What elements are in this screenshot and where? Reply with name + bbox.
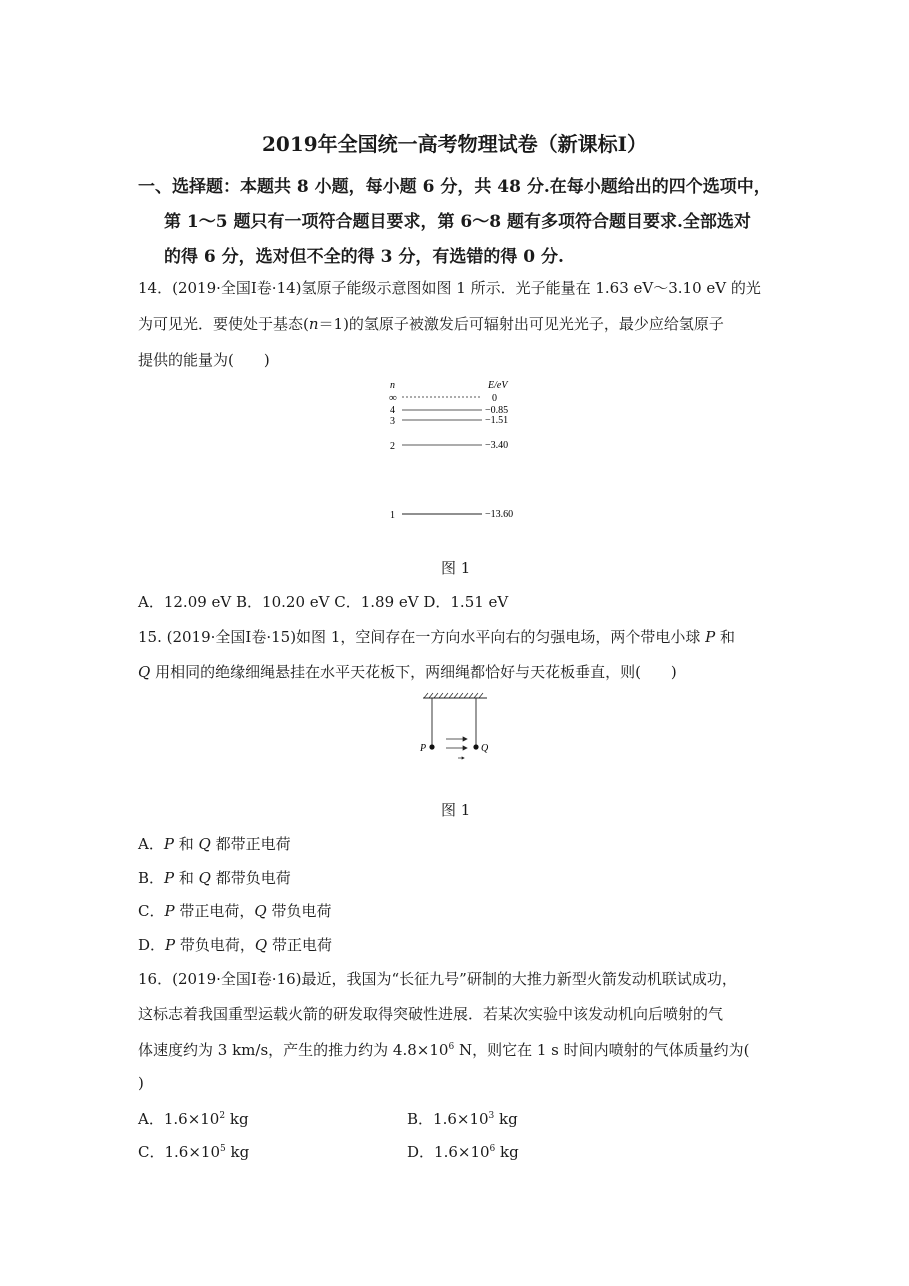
- level-n-4: 4: [390, 405, 395, 416]
- q14-stem-line3: 提供的能量为( ): [138, 351, 270, 369]
- q16-stem-line1: 16．(2019·全国Ⅰ卷·16)最近，我国为“长征九号”研制的大推力新型火箭发动机联试成功，: [138, 970, 737, 988]
- level-e-3: −1.51: [485, 415, 509, 426]
- level-e-2: −3.40: [485, 440, 509, 451]
- label-q: Q: [481, 743, 489, 754]
- q16-option-b: B．$1.6\times 10^3$ kg: [407, 1110, 518, 1128]
- ball-p: [429, 744, 434, 749]
- q15-figure-caption: 图 1: [441, 801, 471, 819]
- pendulum-diagram: [415, 688, 495, 768]
- level-e-inf: 0: [492, 393, 497, 404]
- n-axis-label: n: [390, 380, 395, 391]
- page-title: 2019年全国统一高考物理试卷（新课标Ⅰ）: [261, 132, 648, 156]
- q16-option-d: D．$1.6\times 10^6$ kg: [407, 1143, 519, 1161]
- energy-level-diagram: [380, 376, 530, 526]
- field-arrows: [446, 737, 467, 759]
- q16-stem-line4: ): [138, 1074, 144, 1092]
- q15-option-c: C．P 带正电荷，Q 带负电荷: [138, 902, 332, 920]
- q14-stem-line1: 14．(2019·全国Ⅰ卷·14)氢原子能级示意图如图 1 所示．光子能量在 1.63 eV～3.10 eV 的光: [138, 279, 761, 297]
- q16-stem-line3: 体速度约为 3 km/s，产生的推力约为 $4.8\times 10^6$ N，则它在 1 s 时间内喷射的气体质量约为(: [138, 1041, 750, 1059]
- q15-stem-line1: 15. (2019·全国Ⅰ卷·15)如图 1，空间存在一方向水平向右的匀强电场，两个带电小球 P 和: [138, 628, 736, 646]
- level-e-1: −13.60: [485, 509, 514, 520]
- q15-option-a: A．P 和 Q 都带正电荷: [138, 835, 291, 853]
- level-n-inf: ∞: [389, 392, 397, 404]
- level-n-1: 1: [390, 510, 395, 521]
- q16-stem-line2: 这标志着我国重型运载火箭的研发取得突破性进展．若某次实验中该发动机向后喷射的气: [138, 1005, 724, 1023]
- level-n-2: 2: [390, 441, 395, 452]
- q15-option-d: D．P 带负电荷，Q 带正电荷: [138, 936, 332, 954]
- q16-option-c: C．$1.6\times 10^5$ kg: [138, 1143, 250, 1161]
- label-p: P: [420, 743, 427, 754]
- section-intro-line2: 第 1～5 题只有一项符合题目要求，第 6～8 题有多项符合题目要求.全部选对: [164, 212, 751, 232]
- ball-q: [473, 744, 478, 749]
- q14-stem-line2: 为可见光．要使处于基态(n＝1)的氢原子被激发后可辐射出可见光光子，最少应给氢原子: [138, 315, 724, 333]
- ceiling-hatching: [424, 693, 483, 698]
- level-n-3: 3: [390, 416, 395, 427]
- energy-axis-label: E/eV: [488, 380, 508, 391]
- q16-option-a: A．$1.6\times 10^2$ kg: [138, 1110, 249, 1128]
- q14-options: A．12.09 eV B．10.20 eV C．1.89 eV D．1.51 eV: [138, 593, 509, 611]
- q14-figure-caption: 图 1: [441, 559, 471, 577]
- section-intro-line1: 一、选择题：本题共 8 小题，每小题 6 分，共 48 分.在每小题给出的四个选项中，: [138, 177, 771, 197]
- q15-stem-line2: Q 用相同的绝缘细绳悬挂在水平天花板下，两细绳都恰好与天花板垂直，则( ): [138, 663, 677, 681]
- q15-option-b: B．P 和 Q 都带负电荷: [138, 869, 291, 887]
- level-e-4: −0.85: [485, 405, 509, 416]
- section-intro-line3: 的得 6 分，选对但不全的得 3 分，有选错的得 0 分.: [164, 247, 564, 267]
